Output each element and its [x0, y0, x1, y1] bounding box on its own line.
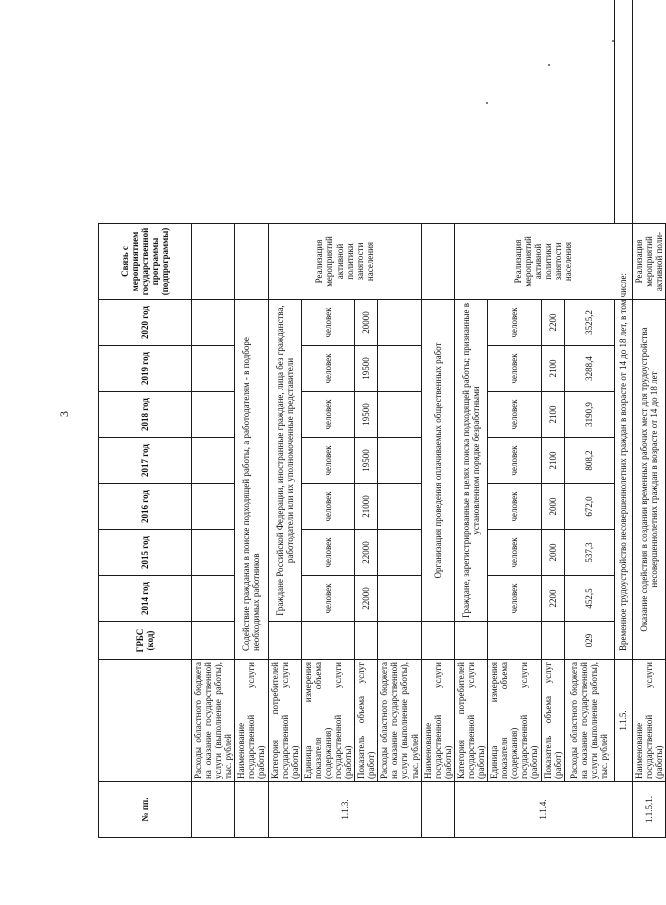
header-year-2014: 2014 год — [99, 576, 192, 622]
value-cell: 2200 — [541, 300, 564, 346]
header-year-2019: 2019 год — [99, 346, 192, 392]
table-row — [192, 0, 235, 838]
row-label: Расходы областного бюджета на оказание государственной услуги (выполнение работы), тыс. рублей — [564, 660, 614, 782]
row-label: Расходы областного бюджета на оказание государственной услуги (выполнение работы), тыс. рублей — [378, 660, 421, 782]
unit-cell: человек — [488, 392, 541, 438]
consumer-category-text: Граждане, зарегистрированные в целях поиска подходящей работы; признанные в установленном порядке безработными — [454, 300, 487, 622]
row-label: Единица измерения показателя объема (содержания) государственной услуги (работы) — [488, 660, 541, 782]
scan-speck — [548, 64, 550, 66]
link-text: Реализация мероприятий активной политики занятости населения — [454, 224, 632, 300]
header-year-2017: 2017 год — [99, 438, 192, 484]
row-num: 1.1.5. — [614, 660, 632, 782]
value-cell: 19500 — [355, 438, 378, 484]
table-row — [421, 0, 454, 838]
row-label: Наименование государственной услуги (работы) — [421, 660, 454, 782]
row-num — [235, 782, 268, 838]
header-grbs: ГРБС (код) — [99, 622, 192, 660]
table-row — [564, 0, 614, 838]
expense-cell: 672,0 — [564, 484, 614, 530]
unit-cell: человек — [301, 346, 354, 392]
row-label: Категория потребителей государственной услуги (работы) — [454, 660, 487, 782]
value-cell: 21000 — [355, 484, 378, 530]
unit-cell: человек — [488, 484, 541, 530]
header-row — [99, 0, 192, 838]
service-name-text: Организация проведения оплачиваемых общественных работ — [421, 300, 454, 622]
unit-cell: человек — [488, 346, 541, 392]
table-row — [301, 0, 354, 838]
row-label: Наименование государственной услуги (работы) — [235, 660, 268, 782]
row-num — [192, 782, 235, 838]
row-label: Наименование государственной услуги (работы) — [632, 660, 665, 782]
consumer-category-text: Граждане Российской Федерации, иностранные граждане, лица без гражданства, работодатели или их уполномоченные представители — [268, 300, 301, 622]
unit-cell: человек — [488, 438, 541, 484]
page-number: 3 — [57, 411, 71, 417]
header-year-2016: 2016 год — [99, 484, 192, 530]
value-cell: 2000 — [541, 530, 564, 576]
table-row — [541, 0, 564, 838]
row-label: Показатель объема услуг (работ) — [355, 660, 378, 782]
header-blank — [99, 660, 192, 782]
table-row — [488, 0, 541, 838]
link-text: Реализация мероприятий активной поли- — [632, 224, 665, 300]
value-cell: 2000 — [541, 484, 564, 530]
row-num — [421, 782, 454, 838]
unit-cell: человек — [301, 300, 354, 346]
expense-cell: 537,3 — [564, 530, 614, 576]
value-cell: 2100 — [541, 392, 564, 438]
unit-cell: человек — [488, 576, 541, 622]
row-label: Единица измерения показателя объема (содержания) государственной услуги (работы) — [301, 660, 354, 782]
targets-table — [98, 0, 666, 838]
unit-cell: человек — [301, 438, 354, 484]
header-year-2015: 2015 год — [99, 530, 192, 576]
service-name-text: Содействие гражданам в поиске подходящей работы, а работодателям - в подборе необходимых работников — [235, 300, 268, 660]
value-cell: 19500 — [355, 346, 378, 392]
scan-speck — [486, 102, 488, 104]
row-label: Категория потребителей государственной услуги (работы) — [268, 660, 301, 782]
header-num: № пп. — [99, 782, 192, 838]
row-label: Показатель объема услуг (работ) — [541, 660, 564, 782]
unit-cell: человек — [301, 484, 354, 530]
unit-cell: человек — [488, 530, 541, 576]
unit-cell: человек — [488, 300, 541, 346]
expense-cell: 452,5 — [564, 576, 614, 622]
row-num: 1.1.5.1. — [632, 782, 665, 838]
row-label: Расходы областного бюджета на оказание государственной услуги (выполнение работы), тыс. рублей — [192, 660, 235, 782]
value-cell: 2200 — [541, 576, 564, 622]
header-year-2018: 2018 год — [99, 392, 192, 438]
service-name-text: Оказание содействия в создании временных рабочих мест для трудоустройства несовершеннолетних граждан в возрасте от 14 до 18 лет — [632, 300, 665, 660]
unit-cell: человек — [301, 576, 354, 622]
unit-cell: человек — [301, 392, 354, 438]
expense-cell: 3288,4 — [564, 346, 614, 392]
table-row — [632, 0, 665, 838]
table-row — [614, 0, 632, 838]
table-row — [355, 0, 378, 838]
link-text: Реализация мероприятий активной политики занятости населения — [268, 224, 421, 300]
value-cell: 2100 — [541, 346, 564, 392]
table-row — [454, 0, 487, 838]
row-num: 1.1.4. — [454, 782, 632, 838]
unit-cell: человек — [301, 530, 354, 576]
value-cell: 2100 — [541, 438, 564, 484]
value-cell: 19500 — [355, 392, 378, 438]
scan-speck — [612, 40, 614, 42]
section-text: Временное трудоустройство несовершеннолетних граждан в возрасте от 14 до 18 лет, в том числе: — [614, 224, 632, 660]
expense-cell: 3525,2 — [564, 300, 614, 346]
value-cell: 20000 — [355, 300, 378, 346]
table-row — [378, 0, 421, 838]
header-year-2020: 2020 год — [99, 300, 192, 346]
table-row — [268, 0, 301, 838]
expense-cell: 3190,9 — [564, 392, 614, 438]
header-link: Связь с мероприятием государственной программы (подпрограммы) — [99, 224, 192, 300]
value-cell: 22000 — [355, 576, 378, 622]
expense-cell: 808,2 — [564, 438, 614, 484]
grbs-code: 029 — [564, 622, 614, 660]
row-num: 1.1.3. — [268, 782, 421, 838]
value-cell: 22000 — [355, 530, 378, 576]
table-row — [235, 0, 268, 838]
